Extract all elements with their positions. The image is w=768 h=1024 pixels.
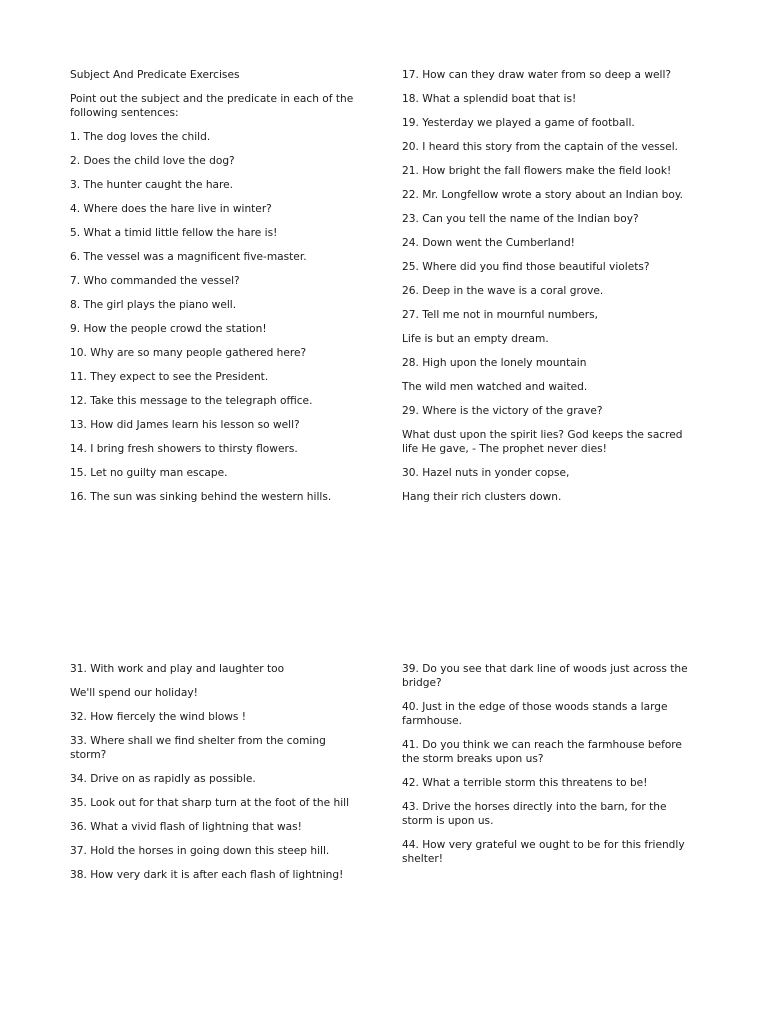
exercise-item: 14. I bring fresh showers to thirsty flowers.: [70, 443, 298, 455]
exercise-line: Life is but an empty dream.: [402, 333, 549, 345]
exercise-item: 39. Do you see that dark line of woods just across the bridge?: [402, 663, 688, 689]
exercise-item: 19. Yesterday we played a game of football.: [402, 117, 635, 129]
exercise-item: 31. With work and play and laughter too: [70, 663, 285, 675]
exercise-item: 33. Where shall we find shelter from the coming storm?: [70, 735, 326, 761]
instruction-text: Point out the subject and the predicate in each of the following sentences:: [70, 93, 354, 119]
exercise-item: 23. Can you tell the name of the Indian boy?: [402, 213, 639, 225]
exercise-item: 24. Down went the Cumberland!: [402, 237, 575, 249]
exercise-item: 15. Let no guilty man escape.: [70, 467, 228, 479]
exercise-item: 6. The vessel was a magnificent five-master.: [70, 251, 307, 263]
exercise-item: 35. Look out for that sharp turn at the foot of the hill: [70, 797, 350, 809]
exercise-item: 41. Do you think we can reach the farmhouse before the storm breaks upon us?: [402, 739, 682, 765]
exercise-line: We'll spend our holiday!: [70, 687, 198, 699]
exercise-item: 44. How very grateful we ought to be for this friendly shelter!: [402, 839, 685, 865]
exercise-item: 5. What a timid little fellow the hare is!: [70, 227, 278, 239]
exercise-item: 3. The hunter caught the hare.: [70, 179, 234, 191]
exercise-item: 2. Does the child love the dog?: [70, 155, 235, 167]
exercise-item: 43. Drive the horses directly into the barn, for the storm is upon us.: [402, 801, 667, 827]
exercise-item: 34. Drive on as rapidly as possible.: [70, 773, 256, 785]
exercise-item: 28. High upon the lonely mountain: [402, 357, 587, 369]
column-top-left: [70, 68, 365, 514]
column-bottom-left: [70, 662, 365, 892]
exercise-item: 4. Where does the hare live in winter?: [70, 203, 272, 215]
exercise-item: 32. How fiercely the wind blows !: [70, 711, 247, 723]
exercise-item: 1. The dog loves the child.: [70, 131, 211, 143]
exercise-item: 12. Take this message to the telegraph office.: [70, 395, 313, 407]
exercise-item: 9. How the people crowd the station!: [70, 323, 267, 335]
exercise-item: 11. They expect to see the President.: [70, 371, 269, 383]
exercise-item: 40. Just in the edge of those woods stands a large farmhouse.: [402, 701, 668, 727]
exercise-item: 20. I heard this story from the captain of the vessel.: [402, 141, 679, 153]
exercise-item: 7. Who commanded the vessel?: [70, 275, 240, 287]
exercise-item: 36. What a vivid flash of lightning that was!: [70, 821, 302, 833]
exercise-item: 21. How bright the fall flowers make the field look!: [402, 165, 672, 177]
exercise-item: 37. Hold the horses in going down this steep hill.: [70, 845, 330, 857]
exercise-item: 30. Hazel nuts in yonder copse,: [402, 467, 570, 479]
exercise-item: 17. How can they draw water from so deep a well?: [402, 69, 672, 81]
exercise-item: 29. Where is the victory of the grave?: [402, 405, 603, 417]
page-title: Subject And Predicate Exercises: [70, 69, 240, 81]
exercise-item: 16. The sun was sinking behind the western hills.: [70, 491, 332, 503]
exercise-item: 27. Tell me not in mournful numbers,: [402, 309, 598, 321]
exercise-item: 26. Deep in the wave is a coral grove.: [402, 285, 604, 297]
exercise-item: 22. Mr. Longfellow wrote a story about an Indian boy.: [402, 189, 683, 201]
exercise-item: 10. Why are so many people gathered here?: [70, 347, 307, 359]
exercise-item: 25. Where did you find those beautiful violets?: [402, 261, 650, 273]
exercise-item: 18. What a splendid boat that is!: [402, 93, 577, 105]
exercise-item: 38. How very dark it is after each flash of lightning!: [70, 869, 344, 881]
column-bottom-right: [402, 662, 697, 876]
exercise-item: 8. The girl plays the piano well.: [70, 299, 237, 311]
exercise-item: 13. How did James learn his lesson so well?: [70, 419, 300, 431]
exercise-line: What dust upon the spirit lies? God keeps the sacred life He gave, - The prophet never dies!: [402, 429, 683, 455]
exercise-item: 42. What a terrible storm this threatens to be!: [402, 777, 648, 789]
exercise-line: Hang their rich clusters down.: [402, 491, 562, 503]
exercise-line: The wild men watched and waited.: [402, 381, 588, 393]
column-top-right: [402, 68, 697, 514]
